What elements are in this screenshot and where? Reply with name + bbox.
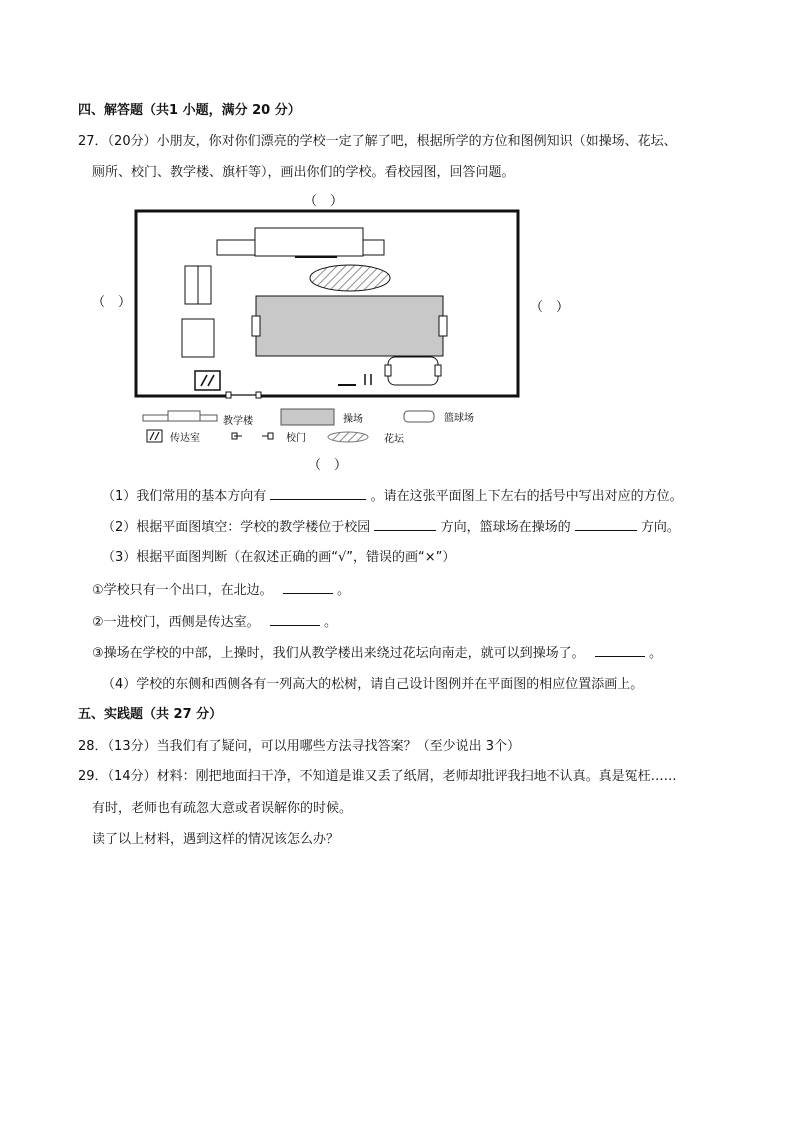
answer-blank[interactable] bbox=[270, 613, 320, 626]
q27-sub-2-text-c: 方向。 bbox=[640, 520, 680, 535]
legend-playground: 操场 bbox=[343, 414, 363, 425]
school-gate-post-west bbox=[226, 392, 231, 398]
q27-line-2: 厕所、校门、教学楼、旗杆等），画出你们的学校。看校园图，回答问题。 bbox=[92, 165, 515, 180]
judgement-1-end: 。 bbox=[336, 583, 350, 598]
q27-sub-2-text-a: （2）根据平面图填空：学校的教学楼位于校园 bbox=[102, 520, 371, 535]
legend-school-gate: 校门 bbox=[286, 433, 306, 444]
answer-blank[interactable] bbox=[374, 518, 436, 531]
legend-flower-bed-icon bbox=[328, 432, 368, 442]
q27-sub-3: （3）根据平面图判断（在叙述正确的画“√”，错误的画“×”） bbox=[102, 550, 456, 565]
q29-line-3: 读了以上材料，遇到这样的情况该怎么办？ bbox=[92, 832, 340, 847]
q29-line-1: 29．（14分）材料：刚把地面扫干净，不知道是谁又丢了纸屑，老师却批评我扫地不认真。真是冤枉…… bbox=[78, 769, 677, 784]
judgement-3-text: ③操场在学校的中部，上操时，我们从教学楼出来绕过花坛向南走，就可以到操场了。 bbox=[92, 646, 585, 661]
legend-teaching-building-icon bbox=[168, 411, 200, 421]
legend-guard-room-icon bbox=[147, 430, 162, 442]
school-gate-post-east bbox=[256, 392, 261, 398]
answer-blank[interactable] bbox=[270, 487, 366, 500]
q29-line-2: 有时，老师也有疏忽大意或者误解你的时候。 bbox=[92, 801, 353, 816]
legend-guard-room: 传达室 bbox=[170, 433, 200, 444]
q27-line-1: 27．（20分）小朋友，你对你们漂亮的学校一定了解了吧，根据所学的方位和图例知识（如操场、花坛、 bbox=[78, 134, 677, 149]
answer-blank[interactable] bbox=[575, 518, 637, 531]
flower-bed bbox=[310, 265, 390, 291]
q28-text: 28．（13分）当我们有了疑问，可以用哪些方法寻找答案？（至少说出 3个） bbox=[78, 739, 520, 754]
judgement-1-text: ①学校只有一个出口，在北边。 bbox=[92, 583, 273, 598]
judgement-2 bbox=[92, 613, 337, 632]
legend-basketball-court: 篮球场 bbox=[444, 413, 474, 424]
playground-goal-east bbox=[439, 316, 447, 336]
legend-basketball-court-icon bbox=[404, 411, 434, 422]
answer-blank[interactable] bbox=[283, 581, 333, 594]
q27-sub-2-text-b: 方向，篮球场在操场的 bbox=[440, 520, 571, 535]
teaching-building bbox=[255, 228, 363, 256]
q27-sub-1-text-after: 。请在这张平面图上下左右的括号中写出对应的方位。 bbox=[370, 489, 683, 504]
guard-room bbox=[195, 371, 220, 390]
basketball-hoop-east bbox=[435, 365, 441, 376]
q27-sub-2 bbox=[102, 518, 680, 537]
legend-flower-bed: 花坛 bbox=[384, 434, 404, 445]
playground bbox=[256, 296, 443, 356]
judgement-2-end: 。 bbox=[323, 615, 337, 630]
playground-goal-west bbox=[252, 316, 260, 336]
q27-sub-1-text-before: （1）我们常用的基本方向有 bbox=[102, 489, 267, 504]
campus-map bbox=[90, 190, 580, 480]
west-building-2 bbox=[182, 319, 214, 357]
map-paren-bottom: （ ） bbox=[308, 458, 348, 473]
q27-sub-1 bbox=[102, 487, 683, 506]
section-5-title: 五、实践题（共 27 分） bbox=[78, 707, 223, 722]
map-paren-left: （ ） bbox=[92, 295, 132, 310]
legend-teaching-building: 教学楼 bbox=[223, 416, 253, 427]
map-paren-top: （ ） bbox=[304, 194, 344, 209]
map-paren-right: （ ） bbox=[530, 300, 570, 315]
q27-sub-4: （4）学校的东侧和西侧各有一列高大的松树，请自己设计图例并在平面图的相应位置添画上。 bbox=[102, 677, 644, 692]
basketball-hoop-west bbox=[385, 365, 391, 376]
answer-blank[interactable] bbox=[595, 644, 645, 657]
section-4-title: 四、解答题（共1 小题，满分 20 分） bbox=[78, 103, 301, 118]
legend-gate-icon bbox=[268, 433, 273, 439]
legend-playground-icon bbox=[281, 409, 334, 425]
judgement-3-end: 。 bbox=[648, 646, 662, 661]
basketball-court bbox=[388, 357, 438, 385]
judgement-3 bbox=[92, 644, 662, 663]
teaching-building-door bbox=[295, 256, 337, 258]
judgement-2-text: ②一进校门，西侧是传达室。 bbox=[92, 615, 260, 630]
judgement-1 bbox=[92, 581, 350, 600]
